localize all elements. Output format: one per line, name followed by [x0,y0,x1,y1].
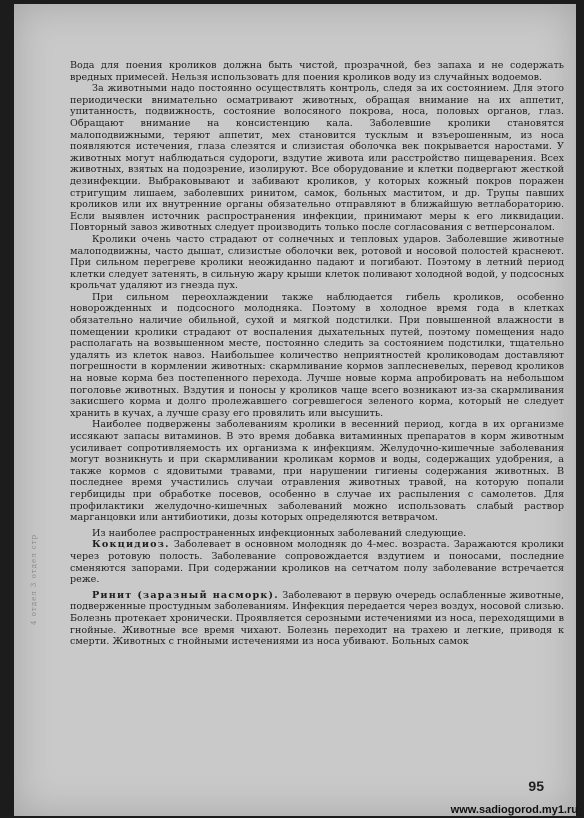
paragraph-spring-vitamins: Наиболее подвержены заболеваниям кролики в весенний период, когда в их организме иссякают запасы витаминов. В это время добавка витаминных препаратов в корм животным усиливает сопротивляемость их организма к инфекциям. Желудочно-кишечные заболевания могут возникнуть и при скармливании кроликам кормов и воды, содержащих удобрения, а также кормов с ядовитыми травами, при нарушении гигиены содержания животных. В последнее время участились случаи отравления животных травой, на которую попали гербициды при обработке посевов, особенно в случае их распыления с самолетов. Для профилактики желудочно-кишечных заболеваний можно использовать слабый раствор марганцовки или антибиотики, дозы которых определяются ветврачом. [70,419,564,524]
watermark: www.sadiogorod.my1.ru [450,804,578,816]
paragraph-coccidiosis [70,539,564,585]
paragraph-rhinitis [70,590,564,648]
rhinitis-text: Заболевают в первую очередь ослабленные животные, подверженные простудным заболеваниям. Инфекция передается через воздух, носовой слизью. Болезнь протекает хронически. Проявляется серозными истечениями из носа, переходящими в гнойные. Животные все время чихают. Болезнь переходит на трахею и легкие, приводя к смерти. Животных с гнойными истечениями из носа убивают. Больных самок [70,589,564,648]
margin-stamp: 4 отдел 3 отдел стр [30,533,38,625]
page-number: 95 [528,778,544,794]
paragraph-water: Вода для поения кроликов должна быть чистой, прозрачной, без запаха и не содержать вредных примесей. Нельзя использовать для поения кроликов воду из случайных водоемов. [70,60,564,83]
paragraph-heatstroke: Кролики очень часто страдают от солнечных и тепловых ударов. Заболевшие животные малоподвижны, часто дышат, слизистые оболочки век, ротовой и носовой полостей краснеют. При сильном перегреве кролики неожиданно падают и погибают. Поэтому в летний период клетки следует затенять, в сильную жару крыши клеток поливают холодной водой, у подсосных крольчат удаляют из гнезда пух. [70,233,564,292]
paragraph-infectious-intro: Из наиболее распространенных инфекционных заболеваний следующие. [92,527,467,539]
coccidiosis-text: Заболевает в основном молодняк до 4-мес. возраста. Заражаются кролики через ротовую полость. Заболевание сопровождается вздутием и поносами, последние сменяются запорами. При содержании кроликов на сетчатом полу заболевание встречается реже. [70,539,564,586]
paragraph-hypothermia: При сильном переохлаждении также наблюдается гибель кроликов, особенно новорожденных и подсосного молодняка. Поэтому в холодное время года в клетках обязательно наличие обильной, сухой и мягкой подстилки. При повышенной влажности в помещении кролики страдают от воспаления дыхательных путей, поэтому помещения надо располагать на возвышенном месте, постоянно следить за состоянием подстилки, тщательно удалять из клеток навоз. Наибольшее количество неприятностей кролиководам доставляют погрешности в кормлении животных: скармливание кормов заплесневелых, перевод кроликов на новые корма без постепенного перехода. Лучше новые корма апробировать на небольшом поголовье животных. Вздутия и поносы у кроликов чаще всего возникают из-за скармливания закисшего корма и долго пролежавшего согревшегося зеленого корма, который не следует хранить в кучах, а лучше сразу его провялить или высушить. [70,291,564,419]
coccidiosis-term: Кокцидиоз. [92,539,170,551]
book-page [14,4,576,816]
page-body [70,60,564,648]
rhinitis-term: Ринит (заразный насморк). [92,589,279,601]
paragraph-monitoring: За животными надо постоянно осуществлять контроль, следя за их состоянием. Для этого периодически внимательно осматривают животных, обращая внимание на их аппетит, упитанность, подвижность, состояние волосяного покрова, носа, половых органов, глаз. Обращают внимание на консистенцию кала. Заболевшие кролики становятся малоподвижными, теряют аппетит, мех становится тусклым и взъерошенным, из носа появляются истечения, глаза слезятся и слизистая оболочка век покрывается наростами. У животных могут наблюдаться судороги, вздутие живота или расстройство пищеварения. Всех животных, взятых на подозрение, изолируют. Все оборудование и клетки подвергают жесткой дезинфекции. Выбраковывают и забивают кроликов, у которых кожный покров поражен стригущим лишаем, заболевших ринитом, самок, больных маститом, и др. Трупы павших кроликов или их внутренние органы обязательно отправляют в ближайшую ветлабораторию. Если выявлен источник распространения инфекции, принимают меры к его ликвидации. Повторный завоз животных следует производить только после согласования с ветперсоналом. [70,83,564,234]
